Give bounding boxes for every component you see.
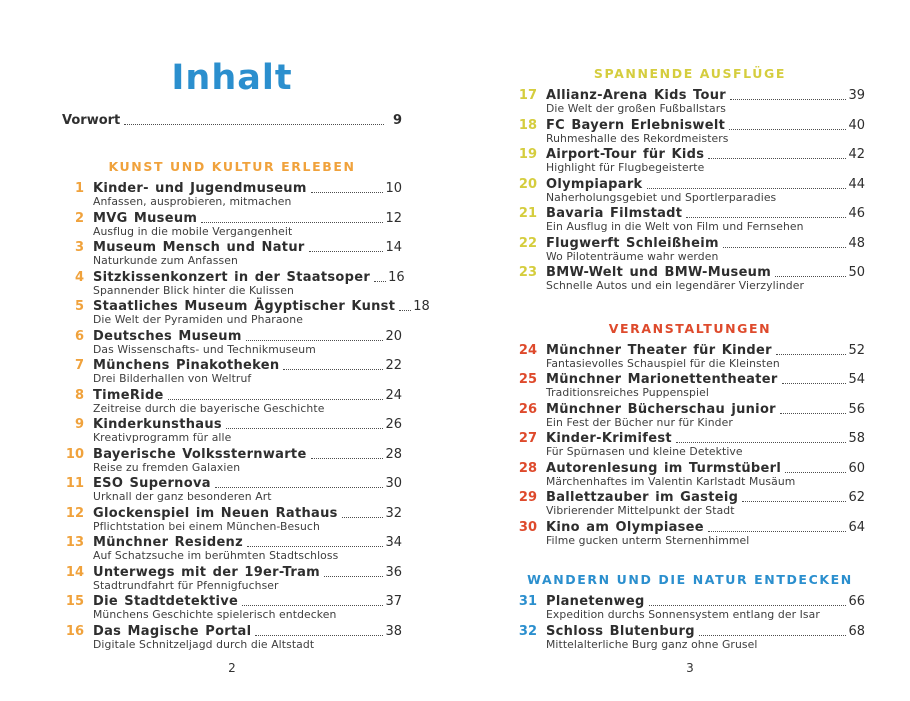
entry-number: 30 xyxy=(518,519,537,535)
entry-number: 22 xyxy=(518,235,537,251)
folio-right: 3 xyxy=(686,661,694,675)
entry-page: 62 xyxy=(848,490,865,505)
toc-entry xyxy=(62,417,402,445)
entry-page: 22 xyxy=(385,358,402,373)
entry-page: 56 xyxy=(848,401,865,417)
entry-subtitle: Highlight für Flugbegeisterte xyxy=(546,161,705,174)
entry-number: 26 xyxy=(518,401,537,417)
entry-page: 18 xyxy=(413,299,430,314)
entry-page: 20 xyxy=(385,328,402,344)
dot-leader xyxy=(309,251,384,252)
toc-entry xyxy=(515,402,865,430)
entry-page: 34 xyxy=(385,535,402,550)
dot-leader xyxy=(399,310,411,311)
entry-page: 28 xyxy=(385,446,402,462)
dot-leader xyxy=(649,605,847,606)
entry-page: 64 xyxy=(848,519,865,535)
entry-title: Sitzkissenkonzert in der Staatsoper xyxy=(93,269,371,285)
toc-entry xyxy=(515,624,865,652)
toc-entry-main xyxy=(62,388,402,403)
entry-title: Münchner Bücherschau junior xyxy=(546,401,776,417)
toc-entry-main xyxy=(515,624,865,639)
entry-title: Münchens Pinakotheken xyxy=(93,358,280,373)
entry-page: 54 xyxy=(848,372,865,387)
dot-leader xyxy=(780,413,847,414)
entry-page: 60 xyxy=(848,460,865,476)
toc-entry xyxy=(515,236,865,264)
entry-subtitle: Drei Bilderhallen von Weltruf xyxy=(93,372,252,385)
page-title: Inhalt xyxy=(171,58,293,98)
dot-leader xyxy=(374,281,386,282)
section-heading: KUNST UND KULTUR ERLEBEN xyxy=(108,159,356,174)
vorwort-entry xyxy=(62,113,402,128)
entry-title: Münchner Marionettentheater xyxy=(546,372,778,387)
entry-number: 25 xyxy=(518,372,537,387)
entry-title: Schloss Blutenburg xyxy=(546,623,695,639)
entry-page: 32 xyxy=(385,505,402,521)
entry-subtitle: Märchenhaftes im Valentin Karlstadt Musäum xyxy=(546,474,796,488)
entry-title: Olympiapark xyxy=(546,176,643,192)
dot-leader xyxy=(215,487,384,488)
entry-subtitle: Expedition durchs Sonnensystem entlang der Isar xyxy=(546,608,820,621)
dot-leader xyxy=(785,472,846,473)
entry-page: 58 xyxy=(848,431,865,446)
section-heading: SPANNENDE AUSFLÜGE xyxy=(593,66,787,81)
entry-title: Münchner Theater für Kinder xyxy=(546,342,772,358)
section-items xyxy=(515,594,865,651)
entry-title: Kino am Olympiasee xyxy=(546,519,704,535)
entry-subtitle: Das Wissenschafts- und Technikmuseum xyxy=(93,342,316,356)
dot-leader xyxy=(729,129,846,130)
toc-entry-main xyxy=(62,624,402,639)
entry-number: 24 xyxy=(518,342,537,358)
entry-subtitle: Kreativprogramm für alle xyxy=(93,431,232,444)
entry-subtitle: Wo Pilotenträume wahr werden xyxy=(546,249,719,263)
entry-title: Ballettzauber im Gasteig xyxy=(546,490,739,505)
dot-leader xyxy=(247,546,383,547)
vorwort-page: 9 xyxy=(392,113,402,128)
section-items xyxy=(515,343,865,548)
toc-entry-main xyxy=(515,177,865,192)
toc-entry-main xyxy=(62,211,402,226)
dot-leader xyxy=(730,99,846,100)
entry-number: 16 xyxy=(65,623,84,639)
toc-entry xyxy=(515,206,865,234)
toc-entry xyxy=(62,358,402,386)
entry-subtitle: Spannender Blick hinter die Kulissen xyxy=(93,283,294,297)
entry-title: Bavaria Filmstadt xyxy=(546,206,683,221)
toc-entry-main xyxy=(62,565,402,580)
entry-page: 46 xyxy=(848,206,865,221)
dot-leader xyxy=(168,399,384,400)
dot-leader xyxy=(283,369,383,370)
toc-entry xyxy=(62,565,402,593)
entry-number: 29 xyxy=(518,490,537,505)
entry-number: 17 xyxy=(518,88,537,103)
section-items xyxy=(62,181,430,651)
entry-number: 10 xyxy=(65,446,84,462)
toc-entry-main xyxy=(62,299,430,314)
entry-number: 8 xyxy=(74,387,84,403)
entry-number: 12 xyxy=(65,505,84,521)
entry-title: ESO Supernova xyxy=(93,476,211,491)
entry-title: Staatliches Museum Ägyptischer Kunst xyxy=(93,299,396,314)
entry-title: Kinder- und Jugendmuseum xyxy=(93,181,307,196)
entry-page: 30 xyxy=(385,476,402,491)
entry-subtitle: Anfassen, ausprobieren, mitmachen xyxy=(93,195,292,208)
toc-entry-main xyxy=(515,265,865,280)
entry-subtitle: Filme gucken unterm Sternenhimmel xyxy=(546,533,750,547)
dot-leader xyxy=(246,340,384,341)
entry-number: 28 xyxy=(518,460,537,476)
toc-left-page xyxy=(62,0,430,675)
toc-entry-main xyxy=(62,417,402,432)
toc-entry xyxy=(62,535,402,563)
entry-page: 42 xyxy=(848,147,865,162)
toc-entry-main xyxy=(62,447,402,462)
entry-page: 52 xyxy=(848,342,865,358)
entry-title: Autorenlesung im Turmstüberl xyxy=(546,460,782,476)
entry-subtitle: Urknall der ganz besonderen Art xyxy=(93,490,272,503)
entry-subtitle: Fantasievolles Schauspiel für die Kleinsten xyxy=(546,356,780,370)
toc-entry-main xyxy=(515,118,865,133)
section-heading: WANDERN UND DIE NATUR ENTDECKEN xyxy=(527,572,853,587)
toc-entry-main xyxy=(515,520,865,535)
toc-entry xyxy=(62,594,402,622)
section-items xyxy=(515,88,865,293)
entry-title: FC Bayern Erlebniswelt xyxy=(546,117,726,133)
dot-leader xyxy=(708,531,847,532)
right-sections xyxy=(515,66,865,651)
entry-subtitle: Schnelle Autos und ein legendärer Vierzylinder xyxy=(546,279,805,292)
entry-subtitle: Pflichtstation bei einem München-Besuch xyxy=(93,519,320,533)
toc-entry xyxy=(62,299,430,327)
entry-title: Unterwegs mit der 19er-Tram xyxy=(93,564,321,580)
dot-leader xyxy=(124,124,384,125)
entry-number: 31 xyxy=(518,594,537,609)
toc-section xyxy=(515,66,865,293)
toc-entry xyxy=(62,211,402,239)
dot-leader xyxy=(782,383,847,384)
entry-page: 24 xyxy=(385,387,402,403)
toc-entry-main xyxy=(515,490,865,505)
entry-number: 15 xyxy=(65,594,84,609)
toc-entry xyxy=(515,461,865,489)
toc-section xyxy=(515,321,865,548)
entry-page: 48 xyxy=(848,235,865,251)
toc-entry xyxy=(515,431,865,459)
toc-entry-main xyxy=(515,147,865,162)
toc-entry xyxy=(62,329,402,357)
toc-entry xyxy=(62,506,402,534)
dot-leader xyxy=(676,442,847,443)
dot-leader xyxy=(776,354,847,355)
entry-number: 5 xyxy=(74,299,84,314)
toc-section xyxy=(62,159,430,651)
entry-page: 39 xyxy=(848,88,865,103)
entry-title: Kinderkunsthaus xyxy=(93,417,222,432)
entry-number: 14 xyxy=(65,564,84,580)
toc-entry xyxy=(515,177,865,205)
entry-number: 21 xyxy=(518,206,537,221)
vorwort-label: Vorwort xyxy=(62,113,121,128)
entry-number: 27 xyxy=(518,431,537,446)
toc-entry-main xyxy=(62,535,402,550)
dot-leader xyxy=(242,605,383,606)
entry-number: 18 xyxy=(518,117,537,133)
entry-number: 4 xyxy=(74,269,84,285)
entry-title: Münchner Residenz xyxy=(93,535,243,550)
entry-subtitle: Zeitreise durch die bayerische Geschichte xyxy=(93,401,325,415)
toc-entry-main xyxy=(515,402,865,417)
entry-title: Das Magische Portal xyxy=(93,623,252,639)
entry-number: 9 xyxy=(74,417,84,432)
entry-number: 3 xyxy=(74,240,84,255)
toc-entry xyxy=(515,343,865,371)
entry-page: 66 xyxy=(848,594,865,609)
entry-subtitle: Traditionsreiches Puppenspiel xyxy=(546,386,709,399)
entry-subtitle: Naturkunde zum Anfassen xyxy=(93,254,238,267)
entry-subtitle: Mittelalterliche Burg ganz ohne Grusel xyxy=(546,637,758,651)
entry-subtitle: Ein Fest der Bücher nur für Kinder xyxy=(546,415,733,429)
entry-title: Allianz-Arena Kids Tour xyxy=(546,88,726,103)
entry-title: Airport-Tour für Kids xyxy=(546,147,705,162)
entry-title: TimeRide xyxy=(93,387,164,403)
entry-subtitle: Ein Ausflug in die Welt von Film und Fernsehen xyxy=(546,220,804,233)
toc-entry-main xyxy=(515,236,865,251)
dot-leader xyxy=(342,517,384,518)
entry-title: Deutsches Museum xyxy=(93,328,242,344)
toc-entry xyxy=(62,181,402,209)
left-sections xyxy=(62,159,430,651)
folio-left: 2 xyxy=(228,661,236,675)
entry-number: 6 xyxy=(74,328,84,344)
dot-leader xyxy=(324,576,383,577)
dot-leader xyxy=(647,188,847,189)
entry-number: 11 xyxy=(65,476,84,491)
toc-entry xyxy=(515,147,865,175)
toc-entry xyxy=(515,265,865,293)
entry-page: 14 xyxy=(385,240,402,255)
dot-leader xyxy=(311,192,384,193)
entry-title: Kinder-Krimifest xyxy=(546,431,672,446)
dot-leader xyxy=(775,276,846,277)
entry-number: 13 xyxy=(65,535,84,550)
entry-subtitle: Auf Schatzsuche im berühmten Stadtschloss xyxy=(93,549,339,562)
toc-entry-main xyxy=(515,594,865,609)
entry-page: 38 xyxy=(385,623,402,639)
toc-entry xyxy=(62,269,405,298)
toc-entry-main xyxy=(515,461,865,476)
dot-leader xyxy=(708,158,846,159)
dot-leader xyxy=(255,635,383,636)
entry-page: 36 xyxy=(385,564,402,580)
entry-title: Planetenweg xyxy=(546,594,645,609)
entry-page: 50 xyxy=(848,265,865,280)
toc-right-page xyxy=(515,0,865,675)
entry-subtitle: Digitale Schnitzeljagd durch die Altstadt xyxy=(93,637,315,651)
entry-subtitle: Münchens Geschichte spielerisch entdecken xyxy=(93,608,337,621)
entry-title: Flugwerft Schleißheim xyxy=(546,235,719,251)
dot-leader xyxy=(699,635,847,636)
toc-entry-main xyxy=(62,476,402,491)
entry-subtitle: Naherholungsgebiet und Sportlerparadies xyxy=(546,190,777,204)
toc-entry xyxy=(62,476,402,504)
entry-title: BMW-Welt und BMW-Museum xyxy=(546,265,772,280)
entry-number: 1 xyxy=(74,181,84,196)
toc-entry xyxy=(515,372,865,400)
toc-entry xyxy=(62,388,402,416)
toc-entry-main xyxy=(62,240,402,255)
entry-page: 26 xyxy=(385,417,402,432)
dot-leader xyxy=(201,222,383,223)
entry-number: 19 xyxy=(518,147,537,162)
entry-subtitle: Für Spürnasen und kleine Detektive xyxy=(546,445,743,458)
toc-entry xyxy=(515,88,865,116)
entry-subtitle: Die Welt der großen Fußballstars xyxy=(546,102,726,115)
toc-entry-main xyxy=(515,343,865,358)
dot-leader xyxy=(723,247,847,248)
toc-entry-main xyxy=(515,372,865,387)
entry-number: 7 xyxy=(74,358,84,373)
toc-entry xyxy=(62,240,402,268)
toc-entry-main xyxy=(62,358,402,373)
dot-leader xyxy=(686,217,846,218)
toc-entry-main xyxy=(62,269,405,285)
toc-entry-main xyxy=(62,181,402,196)
entry-page: 12 xyxy=(385,210,402,226)
entry-page: 37 xyxy=(385,594,402,609)
entry-subtitle: Ruhmeshalle des Rekordmeisters xyxy=(546,131,729,145)
entry-title: Die Stadtdetektive xyxy=(93,594,239,609)
entry-subtitle: Die Welt der Pyramiden und Pharaone xyxy=(93,313,303,326)
entry-subtitle: Vibrierender Mittelpunkt der Stadt xyxy=(546,504,735,517)
toc-entry-main xyxy=(515,206,865,221)
toc-entry-main xyxy=(515,431,865,446)
entry-title: Bayerische Volkssternwarte xyxy=(93,446,307,462)
entry-subtitle: Reise zu fremden Galaxien xyxy=(93,460,241,474)
entry-page: 68 xyxy=(848,623,865,639)
toc-entry-main xyxy=(62,506,402,521)
toc-entry-main xyxy=(62,594,402,609)
entry-title: Museum Mensch und Natur xyxy=(93,240,305,255)
dot-leader xyxy=(311,458,384,459)
toc-entry xyxy=(62,447,402,475)
entry-page: 10 xyxy=(385,181,402,196)
section-heading: VERANSTALTUNGEN xyxy=(608,320,772,336)
toc-entry-main xyxy=(62,329,402,344)
toc-section xyxy=(515,572,865,651)
dot-leader xyxy=(742,501,846,502)
toc-entry xyxy=(515,490,865,518)
toc-entry-main xyxy=(515,88,865,103)
toc-entry xyxy=(515,594,865,622)
entry-number: 23 xyxy=(518,265,537,280)
entry-page: 44 xyxy=(848,176,865,192)
toc-entry xyxy=(515,520,865,548)
entry-number: 2 xyxy=(74,210,84,226)
entry-number: 32 xyxy=(518,623,537,639)
toc-entry xyxy=(62,624,402,652)
entry-subtitle: Stadtrundfahrt für Pfennigfuchser xyxy=(93,578,279,592)
entry-page: 40 xyxy=(848,117,865,133)
toc-entry xyxy=(515,118,865,146)
entry-number: 20 xyxy=(518,176,537,192)
entry-title: Glockenspiel im Neuen Rathaus xyxy=(93,505,338,521)
entry-page: 16 xyxy=(388,269,405,285)
dot-leader xyxy=(226,428,384,429)
entry-subtitle: Ausflug in die mobile Vergangenheit xyxy=(93,224,293,238)
entry-title: MVG Museum xyxy=(93,210,198,226)
